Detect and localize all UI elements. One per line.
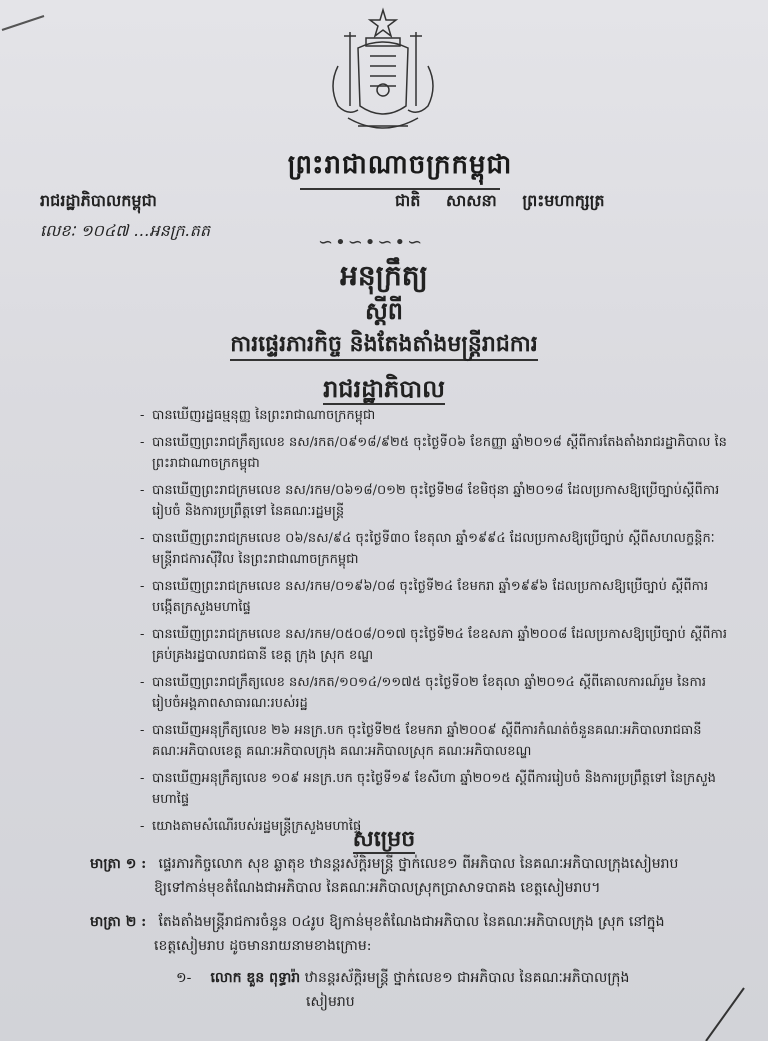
document-about: ស្តីពី — [364, 296, 404, 325]
preamble-list — [140, 405, 730, 843]
appointee-continuation: សៀមរាប — [306, 994, 355, 1010]
ornament-divider: ∽•∽•∽•∽ — [318, 232, 425, 253]
article-1 — [90, 852, 740, 900]
preamble-item: - បានឃើញព្រះរាជក្រឹត្យលេខ នស/រកត/១០១៤/១១៧៥ ចុះថ្ងៃទី០២ ខែតុលា ឆ្នាំ២០១៤ ស្តីពីគោលការណ៍រួម នៃការរៀបចំអង្គភាពសាធារណៈរបស់រដ្ឋ — [140, 672, 730, 714]
article-text: តែងតាំងមន្ត្រីរាជការចំនួន ០៤រូប ឱ្យកាន់មុខតំណែងជាអភិបាល នៃគណៈអភិបាលក្រុង ស្រុក នៅក្នុង — [158, 914, 665, 930]
kingdom-title: ព្រះរាជាណាចក្រកម្ពុជា — [270, 148, 530, 190]
preamble-item: - បានឃើញរដ្ឋធម្មនុញ្ញ នៃព្រះរាជាណាចក្រកម្ពុជា — [140, 405, 730, 426]
national-motto: ជាតិ សាសនា ព្រះមហាក្សត្រ — [395, 191, 605, 210]
decision-heading: សម្រេច — [352, 826, 416, 852]
preamble-item: - បានឃើញព្រះរាជក្រមលេខ នស/រកម/០៦១៨/០១២ ចុះថ្ងៃទី២៨ ខែមិថុនា ឆ្នាំ២០១៨ ដែលប្រកាសឱ្យប្រើច្បាប់ស្តីពីការរៀបចំ និងការប្រព្រឹត្តទៅ នៃគណៈរដ្ឋមន្ត្រី — [140, 480, 730, 522]
reference-number: លេខៈ ១០៤៧ …អនក្រ.តត — [40, 221, 211, 240]
appointee-entry — [176, 966, 736, 1014]
preamble-item: - បានឃើញព្រះរាជក្រមលេខ ០៦/នស/៩៤ ចុះថ្ងៃទី៣០ ខែតុលា ឆ្នាំ១៩៩៤ ដែលប្រកាសឱ្យប្រើច្បាប់ ស្តីពីសហលក្ខន្តិកៈមន្ត្រីរាជការស៊ីវិល នៃព្រះរាជាណាចក្រកម្ពុជា — [140, 528, 730, 570]
preamble-item: - បានឃើញព្រះរាជក្រមលេខ នស/រកម/០១៩៦/០៨ ចុះថ្ងៃទី២៤ ខែមករា ឆ្នាំ១៩៩៦ ដែលប្រកាសឱ្យប្រើច្បាប់ ស្តីពីការបង្កើតក្រសួងមហាផ្ទៃ — [140, 576, 730, 618]
document-subject: ការផ្ទេរភារកិច្ច និងតែងតាំងមន្ត្រីរាជការ — [0, 330, 768, 362]
royal-coat-of-arms — [318, 6, 448, 146]
preamble-item: - យោងតាមសំណើរបស់រដ្ឋមន្ត្រីក្រសួងមហាផ្ទៃ — [140, 816, 730, 837]
appointee-name: លោក ឌួន ពុទ្ធារ៉ា — [210, 970, 301, 986]
document-type: អនុក្រឹត្យ — [340, 259, 428, 292]
article-text: ផ្ទេរភារកិច្ចលោក សុខ ឆ្លាតុខ ឋានន្តរស័ក្តិរមន្ត្រី ថ្នាក់លេខ១ ពីអភិបាល នៃគណៈអភិបាលក្រុងសៀមរាប — [158, 856, 679, 872]
appointee-number: ១- — [176, 970, 192, 986]
preamble-item: - បានឃើញព្រះរាជក្រឹត្យលេខ នស/រកត/០៩១៨/៩២៥ ចុះថ្ងៃទី០៦ ខែកញ្ញា ឆ្នាំ២០១៨ ស្តីពីការតែងតាំងរាជរដ្ឋាភិបាល នៃព្រះរាជាណាចក្រកម្ពុជា — [140, 432, 730, 474]
preamble-item: - បានឃើញអនុក្រឹត្យលេខ ១០៩ អនក្រ.បក ចុះថ្ងៃទី១៩ ខែសីហា ឆ្នាំ២០១៥ ស្តីពីការរៀបចំ និងការប្រព្រឹត្តទៅ នៃក្រសួងមហាផ្ទៃ — [140, 768, 730, 810]
article-2 — [90, 910, 740, 958]
article-label: មាត្រា ១ : — [90, 856, 147, 872]
article-continuation: ឱ្យទៅកាន់មុខតំណែងជាអភិបាល នៃគណៈអភិបាលស្រុកប្រាសាទបាគង ខេត្តសៀមរាប។ — [154, 880, 601, 896]
appointee-text: ឋានន្តរស័ក្តិរមន្ត្រី ថ្នាក់លេខ១ ជាអភិបាល នៃគណៈអភិបាលក្រុង — [304, 970, 630, 986]
issuing-authority: រាជរដ្ឋាភិបាល — [323, 374, 445, 403]
preamble-item: - បានឃើញអនុក្រឹត្យលេខ ២៦ អនក្រ.បក ចុះថ្ងៃទី២៥ ខែមករា ឆ្នាំ២០០៩ ស្តីពីការកំណត់ចំនួនគណៈអភិបាលរាជធានី គណៈអភិបាលខេត្ត គណៈអភិបាលក្រុង គណៈអភិបាលស្រុក គណៈអភិបាលខណ្ឌ — [140, 720, 730, 762]
article-label: មាត្រា ២ : — [90, 914, 147, 930]
issuer-name: រាជរដ្ឋាភិបាលកម្ពុជា — [40, 191, 157, 210]
preamble-item: - បានឃើញព្រះរាជក្រមលេខ នស/រកម/០៥០៨/០១៧ ចុះថ្ងៃទី២៤ ខែឧសភា ឆ្នាំ២០០៨ ដែលប្រកាសឱ្យប្រើច្បាប់ ស្តីពីការគ្រប់គ្រងរដ្ឋបាលរាជធានី ខេត្ត ក្រុង ស្រុក ខណ្ឌ — [140, 624, 730, 666]
article-continuation: ខេត្តសៀមរាប ដូចមានរាយនាមខាងក្រោម: — [154, 938, 372, 954]
